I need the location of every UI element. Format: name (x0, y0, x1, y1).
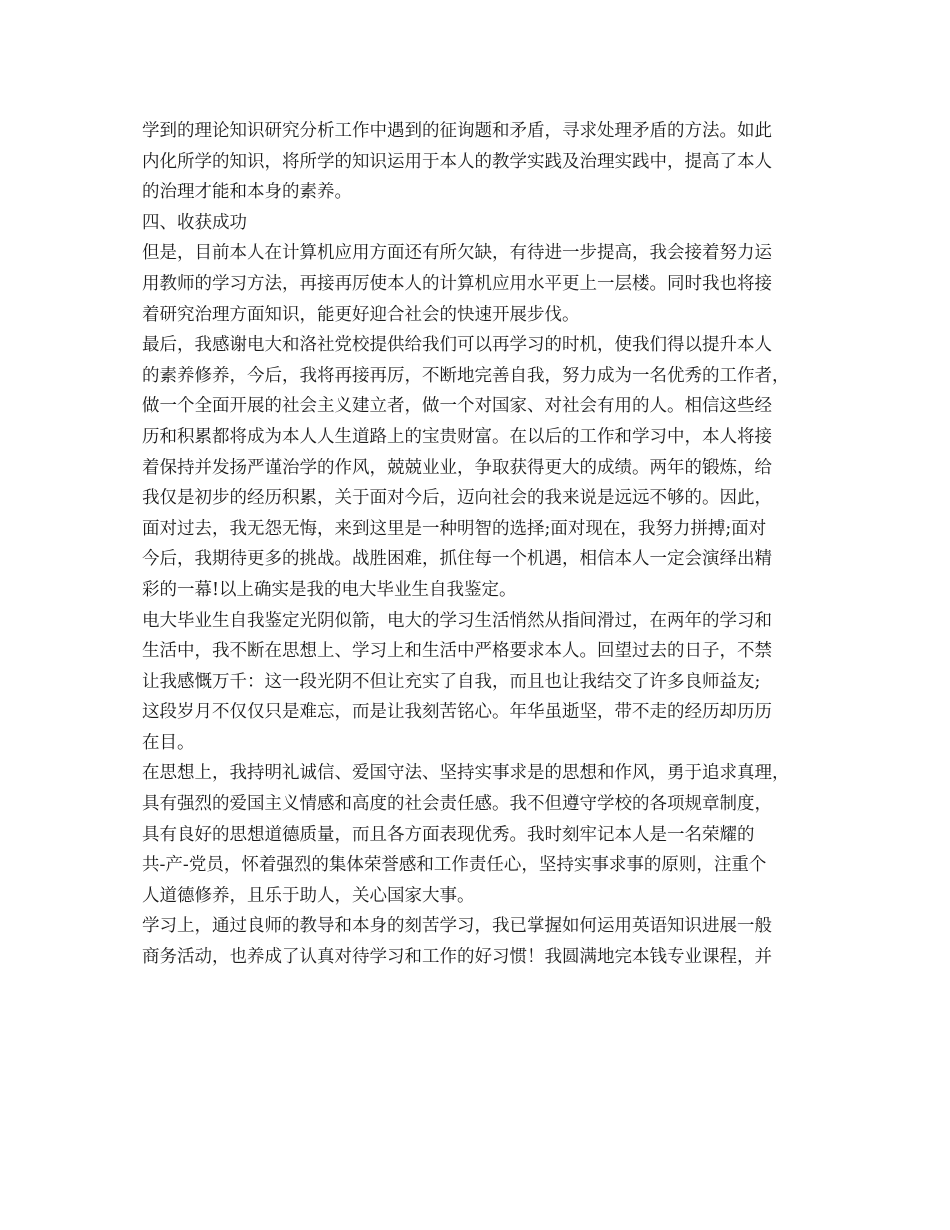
text-line: 着保持并发扬严谨治学的作风，兢兢业业，争取获得更大的成绩。两年的锻炼，给 (142, 457, 772, 478)
text-line: 在目。 (142, 732, 195, 753)
text-line: 做一个全面开展的社会主义建立者，做一个对国家、对社会有用的人。相信这些经 (142, 396, 772, 417)
text-line: 共-产-党员，怀着强烈的集体荣誉感和工作责任心，坚持实事求事的原则，注重个 (142, 855, 767, 876)
text-line: 彩的一幕!以上确实是我的电大毕业生自我鉴定。 (142, 579, 517, 600)
document-body (142, 116, 818, 973)
text-line: 让我感慨万千：这一段光阴不但让充实了自我，而且也让我结交了许多良师益友; (142, 671, 761, 692)
text-line: 在思想上，我持明礼诚信、爱国守法、坚持实事求是的思想和作风，勇于追求真理， (142, 763, 790, 784)
text-line: 今后，我期待更多的挑战。战胜困难，抓住每一个机遇，相信本人一定会演绎出精 (142, 549, 772, 570)
text-line: 用教师的学习方法，再接再厉使本人的计算机应用水平更上一层楼。同时我也将接 (142, 273, 772, 294)
text-line: 学习上，通过良师的教导和本身的刻苦学习，我已掌握如何运用英语知识进展一般 (142, 916, 772, 937)
text-line: 面对过去，我无怨无悔，来到这里是一种明智的选择;面对现在，我努力拼搏;面对 (142, 518, 767, 539)
text-line: 我仅是初步的经历积累，关于面对今后，迈向社会的我来说是远远不够的。因此， (142, 488, 772, 509)
text-line: 但是，目前本人在计算机应用方面还有所欠缺，有待进一步提高，我会接着努力运 (142, 243, 772, 264)
text-line: 商务活动，也养成了认真对待学习和工作的好习惯！我圆满地完本钱专业课程，并 (142, 947, 772, 968)
text-line: 学到的理论知识研究分析工作中遇到的征询题和矛盾，寻求处理矛盾的方法。如此 (142, 121, 772, 141)
text-line: 四、收获成功 (142, 212, 247, 233)
text-line: 历和积累都将成为本人人生道路上的宝贵财富。在以后的工作和学习中，本人将接 (142, 426, 772, 447)
text-line: 具有良好的思想道德质量，而且各方面表现优秀。我时刻牢记本人是一名荣耀的 (142, 824, 755, 845)
paragraph (142, 238, 818, 330)
paragraph (142, 330, 818, 605)
text-line: 具有强烈的爱国主义情感和高度的社会责任感。我不但遵守学校的各项规章制度， (142, 794, 772, 815)
paragraph (142, 116, 818, 208)
text-line: 最后，我感谢电大和洛社党校提供给我们可以再学习的时机，使我们得以提升本人 (142, 335, 772, 356)
paragraph (142, 758, 818, 911)
text-line: 的治理才能和本身的素养。 (142, 182, 352, 203)
paragraph (142, 208, 818, 239)
text-line: 内化所学的知识，将所学的知识运用于本人的教学实践及治理实践中，提高了本人 (142, 151, 772, 172)
text-line: 的素养修养，今后，我将再接再厉，不断地完善自我，努力成为一名优秀的工作者， (142, 365, 790, 386)
paragraph (142, 606, 818, 759)
text-line: 人道德修养，且乐于助人，关心国家大事。 (142, 885, 475, 906)
text-line: 着研究治理方面知识，能更好迎合社会的快速开展步伐。 (142, 304, 580, 325)
text-line: 这段岁月不仅仅只是难忘，而是让我刻苦铭心。年华虽逝坚，带不走的经历却历历 (142, 702, 772, 723)
text-line: 电大毕业生自我鉴定光阴似箭，电大的学习生活悄然从指间滑过，在两年的学习和 (142, 610, 772, 631)
paragraph (142, 911, 818, 972)
text-line: 生活中，我不断在思想上、学习上和生活中严格要求本人。回望过去的日子，不禁 (142, 641, 772, 662)
